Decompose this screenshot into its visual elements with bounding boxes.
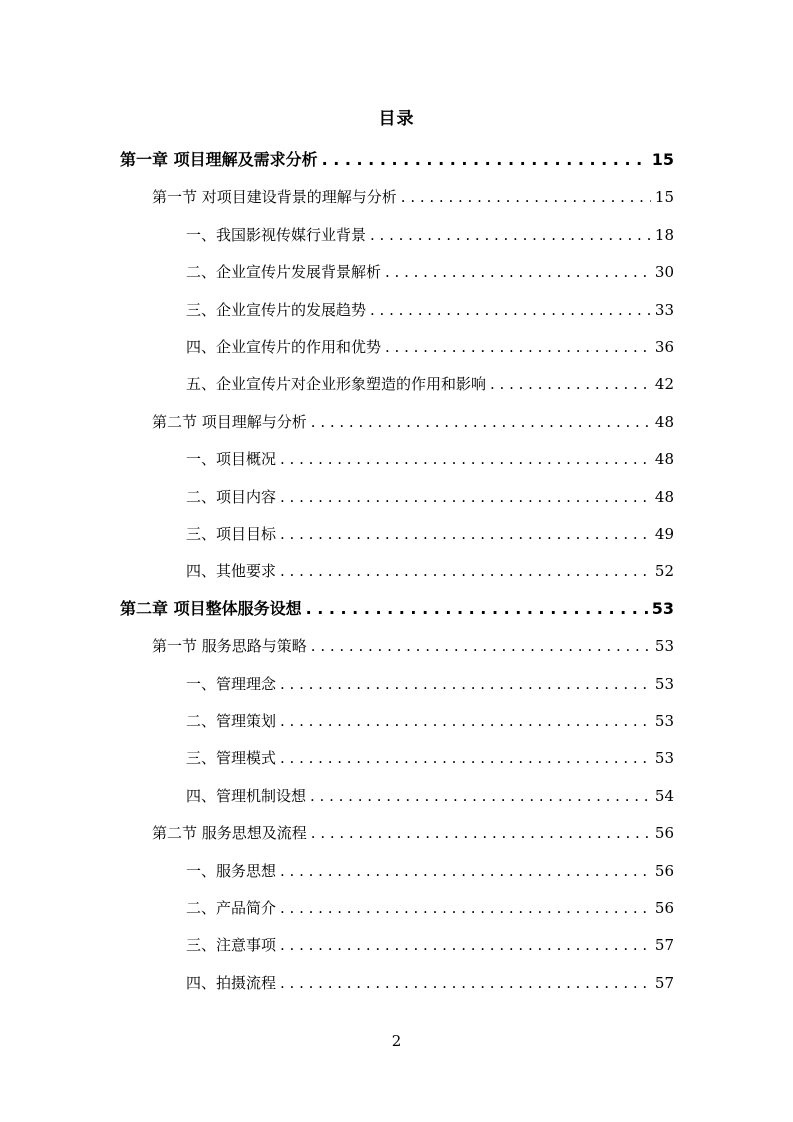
toc-entry-page: 57 <box>654 973 674 992</box>
toc-entry-label: 三、注意事项 <box>186 936 277 955</box>
toc-dot-leader <box>310 784 651 808</box>
toc-dot-leader <box>322 148 648 172</box>
toc-entry[interactable] <box>152 410 674 434</box>
toc-entry-page: 56 <box>654 861 674 880</box>
toc-entry-label: 三、企业宣传片的发展趋势 <box>186 300 367 319</box>
toc-dot-leader <box>401 185 651 209</box>
toc-entry-label: 二、项目内容 <box>186 487 277 506</box>
toc-entry-page: 48 <box>654 450 674 469</box>
toc-entry-page: 54 <box>654 786 674 805</box>
toc-entry-label: 四、管理机制设想 <box>186 786 307 805</box>
toc-dot-leader <box>280 859 651 883</box>
toc-entry-label: 四、其他要求 <box>186 562 277 581</box>
page-number: 2 <box>391 1032 402 1050</box>
toc-dot-leader <box>311 634 651 658</box>
toc-entry[interactable] <box>186 559 674 583</box>
toc-entry-page: 49 <box>654 525 674 543</box>
toc-entry[interactable] <box>186 298 674 322</box>
toc-entry-page: 48 <box>654 412 674 431</box>
toc-entry[interactable] <box>120 148 674 172</box>
toc-entry[interactable] <box>186 933 674 957</box>
toc-dot-leader <box>370 298 651 322</box>
toc-dot-leader <box>280 746 651 770</box>
toc-dot-leader <box>385 260 651 284</box>
toc-entry-page: 53 <box>654 749 674 768</box>
toc-entry[interactable] <box>186 784 674 808</box>
toc-dot-leader <box>280 896 651 920</box>
toc-entry-label: 一、项目概况 <box>186 450 277 469</box>
toc-dot-leader <box>280 672 651 696</box>
toc-dot-leader <box>280 559 651 583</box>
toc-dot-leader <box>280 709 651 733</box>
toc-entry-label: 第二章 项目整体服务设想 <box>120 598 302 618</box>
toc-entry-label: 三、管理模式 <box>186 749 277 768</box>
toc-entry[interactable] <box>186 709 674 733</box>
toc-entry[interactable] <box>186 485 674 509</box>
toc-entry-page: 30 <box>654 263 674 282</box>
toc-entry-label: 二、产品简介 <box>186 899 277 917</box>
toc-entry-page: 18 <box>654 225 674 244</box>
toc-entry-page: 36 <box>654 338 674 356</box>
toc-entry-page: 52 <box>654 562 674 581</box>
toc-entry[interactable] <box>120 597 674 621</box>
toc-entry-page: 57 <box>654 936 674 955</box>
toc-dot-leader <box>280 933 651 957</box>
toc-entry[interactable] <box>186 260 674 284</box>
toc-dot-leader <box>280 522 651 546</box>
toc-entry-label: 四、拍摄流程 <box>186 973 277 992</box>
toc-dot-leader <box>311 410 651 434</box>
toc-entry-label: 三、项目目标 <box>186 525 277 543</box>
toc-entry-label: 第一章 项目理解及需求分析 <box>120 150 318 169</box>
toc-entry[interactable] <box>186 372 674 396</box>
toc-dot-leader <box>280 971 651 995</box>
toc-entry[interactable] <box>152 634 674 658</box>
toc-dot-leader <box>490 372 651 396</box>
toc-dot-leader <box>311 821 651 845</box>
toc-entry-label: 一、服务思想 <box>186 861 277 880</box>
toc-entry-page: 33 <box>654 300 674 319</box>
page-title: 目录 <box>378 109 415 129</box>
toc-entry[interactable] <box>186 223 674 247</box>
toc-entry-page: 15 <box>651 150 674 169</box>
toc-entry[interactable] <box>186 746 674 770</box>
toc-entry-page: 53 <box>651 598 674 618</box>
toc-entry[interactable] <box>186 672 674 696</box>
toc-entry-page: 15 <box>654 188 674 207</box>
toc-entry-label: 一、我国影视传媒行业背景 <box>186 225 367 244</box>
toc-entry-label: 二、管理策划 <box>186 712 277 730</box>
toc-entry-label: 第二节 服务思想及流程 <box>152 824 307 843</box>
toc-entry[interactable] <box>186 896 674 920</box>
toc-entry-page: 56 <box>654 899 674 917</box>
toc-entry-page: 48 <box>654 487 674 506</box>
toc-entry[interactable] <box>186 335 674 359</box>
toc-entry-label: 四、企业宣传片的作用和优势 <box>186 338 382 356</box>
toc-entry-label: 第二节 项目理解与分析 <box>152 412 307 431</box>
toc-entry-label: 二、企业宣传片发展背景解析 <box>186 263 382 282</box>
toc-entry-page: 42 <box>654 375 674 394</box>
toc-entry[interactable] <box>186 522 674 546</box>
toc-dot-leader <box>280 447 651 471</box>
toc-entry[interactable] <box>186 859 674 883</box>
toc-dot-leader <box>370 223 651 247</box>
toc-entry[interactable] <box>186 971 674 995</box>
toc-entry-label: 五、企业宣传片对企业形象塑造的作用和影响 <box>186 375 487 394</box>
toc-entry-label: 一、管理理念 <box>186 674 277 693</box>
toc-entry-page: 56 <box>654 824 674 843</box>
toc-entry[interactable] <box>186 447 674 471</box>
toc-dot-leader <box>385 335 651 359</box>
toc-entry-page: 53 <box>654 674 674 693</box>
toc-entry-page: 53 <box>654 712 674 730</box>
toc-dot-leader <box>280 485 651 509</box>
toc-entry-label: 第一节 服务思路与策略 <box>152 637 307 656</box>
toc-entry[interactable] <box>152 185 674 209</box>
toc-dot-leader <box>306 597 648 621</box>
toc-entry-page: 53 <box>654 637 674 656</box>
toc-entry[interactable] <box>152 821 674 845</box>
toc-entry-label: 第一节 对项目建设背景的理解与分析 <box>152 188 397 207</box>
